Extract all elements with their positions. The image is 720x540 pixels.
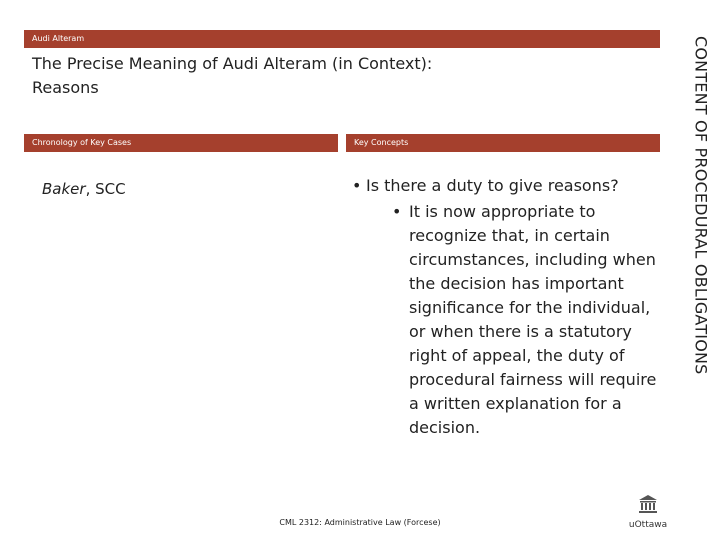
logo-text: uOttawa — [628, 520, 668, 530]
case-name: Baker — [42, 180, 86, 198]
column-header-concepts-label: Key Concepts — [354, 138, 409, 147]
footer-course: CML 2312: Administrative Law (Forcese) — [279, 518, 441, 527]
column-header-concepts — [346, 134, 660, 152]
key-concepts-list — [352, 174, 662, 440]
column-header-cases-label: Chronology of Key Cases — [32, 138, 132, 147]
slide-title-line2: Reasons — [32, 78, 99, 97]
case-entry — [42, 178, 126, 200]
concept-bullet: • Is there a duty to give reasons? — [352, 174, 662, 198]
university-logo — [622, 494, 674, 534]
vertical-side-title-text: CONTENT OF PROCEDURAL OBLIGATIONS — [691, 35, 711, 375]
section-label: Audi Alteram — [32, 34, 85, 43]
column-header-cases — [24, 134, 338, 152]
slide-title-line1: The Precise Meaning of Audi Alteram (in Context): — [32, 54, 433, 73]
vertical-side-title — [681, 32, 720, 378]
slide-title — [32, 52, 632, 100]
case-court: , SCC — [85, 180, 126, 198]
section-header-bar — [24, 30, 660, 48]
concept-sub-bullet: • It is now appropriate to recognize that, in certain circumstances, including when the decision has important significance for the individual, or when there is a statutory right of appeal, the duty of procedural fairness will require a written explanation for a decision. — [392, 200, 659, 440]
university-building-icon — [638, 494, 658, 514]
